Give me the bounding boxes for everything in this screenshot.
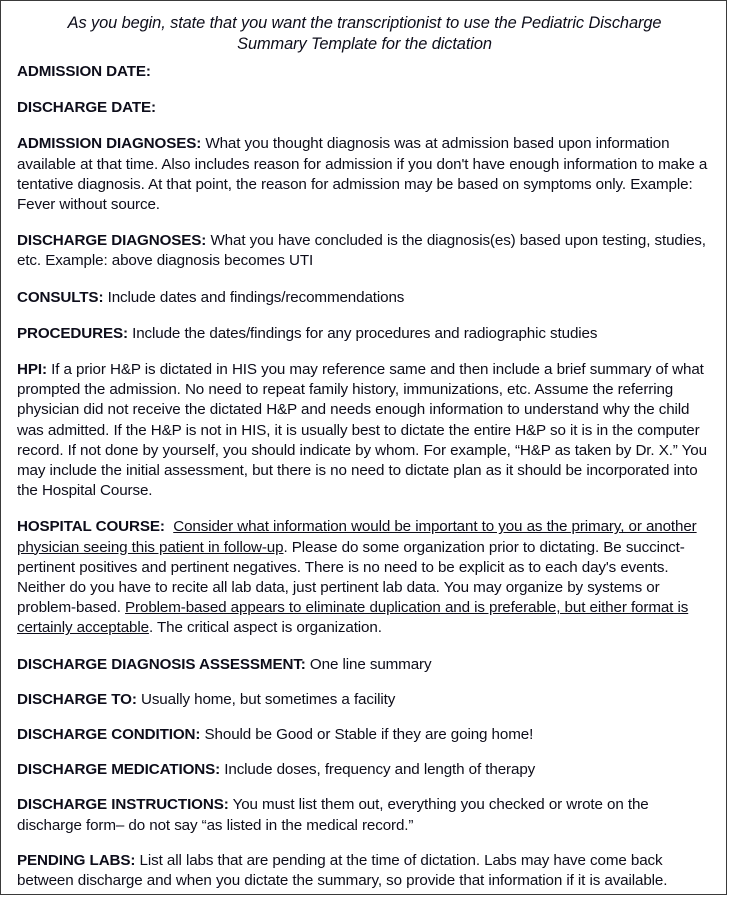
section-label-pending-labs: PENDING LABS:	[17, 851, 136, 869]
section-label-discharge-diagnoses: DISCHARGE DIAGNOSES:	[17, 232, 207, 250]
section-body-consults: Include dates and findings/recommendations	[103, 288, 405, 306]
section-body-discharge-to: Usually home, but sometimes a facility	[136, 690, 396, 708]
section-body-discharge-diagnosis-assessment: One line summary	[305, 655, 432, 673]
hospital-course-underlined-first: Consider what information would be important to you as the primary, or another physician seeing this patient in follow-up	[17, 518, 697, 556]
section-label-discharge-date: DISCHARGE DATE:	[17, 99, 156, 117]
section-discharge-instructions	[17, 795, 712, 835]
section-label-hpi: HPI:	[17, 361, 47, 379]
section-label-admission-diagnoses: ADMISSION DIAGNOSES:	[17, 135, 202, 153]
section-discharge-diagnosis-assessment	[17, 655, 712, 675]
section-discharge-date	[17, 98, 712, 118]
section-body-procedures: Include the dates/findings for any procedures and radiographic studies	[127, 324, 598, 342]
section-hpi	[17, 360, 712, 501]
section-discharge-condition	[17, 725, 712, 745]
section-admission-diagnoses	[17, 134, 712, 215]
hospital-course-underlined-second: Problem-based appears to eliminate duplication and is preferable, but either format is certainly acceptable	[17, 599, 689, 637]
section-discharge-diagnoses	[17, 231, 712, 271]
section-procedures	[17, 324, 712, 344]
section-label-discharge-instructions: DISCHARGE INSTRUCTIONS:	[17, 796, 229, 814]
section-pending-labs	[17, 851, 712, 891]
section-body-pending-labs: List all labs that are pending at the time of dictation. Labs may have come back between discharge and when you dictate the summary, so provide that information if it is available.	[17, 851, 668, 890]
section-label-discharge-diagnosis-assessment: DISCHARGE DIAGNOSIS ASSESSMENT:	[17, 655, 306, 673]
section-hospital-course	[17, 517, 712, 638]
hospital-course-middle: . Please do some organization prior to dictating. Be succinct-pertinent positives and pertinent negatives. There is no need to be explicit as to each day's events. Neither do you have to recite all lab data, just pertinent lab data. You may organize by systems or problem-based.	[17, 538, 685, 617]
section-consults	[17, 288, 712, 308]
page-title: As you begin, state that you want the transcriptionist to use the Pediatric Discharge Summary Template for the dictation	[67, 14, 662, 53]
section-body-discharge-diagnoses: What you have concluded is the diagnosis(es) based upon testing, studies, etc. Example: above diagnosis becomes UTI	[17, 232, 706, 270]
section-body-discharge-medications: Include doses, frequency and length of therapy	[220, 761, 536, 779]
section-discharge-to	[17, 690, 712, 710]
section-body-admission-diagnoses: What you thought diagnosis was at admission based upon information available at that time. Also includes reason for admission if you don't have enough information to make a tentative diagnosis. At that point, the reason for admission may be based on symptoms only. Example: Fever without source.	[17, 135, 708, 214]
section-label-discharge-medications: DISCHARGE MEDICATIONS:	[17, 761, 221, 779]
section-discharge-medications	[17, 760, 712, 780]
section-label-discharge-to: DISCHARGE TO:	[17, 690, 137, 708]
section-body-hpi: If a prior H&P is dictated in HIS you may reference same and then include a brief summary of what prompted the admission. No need to repeat family history, immunizations, etc. Assume the referring physician did not receive the dictated H&P and needs enough information to understand why the child was admitted. If the H&P is not in HIS, it is usually best to dictate the entire H&P so it is in the computer record. If not done by yourself, you should indicate by whom. For example, “H&P as taken by Dr. X.” You may include the initial assessment, but there is no need to dictate plan as it should be incorporated into the Hospital Course.	[17, 361, 707, 500]
section-label-admission-date: ADMISSION DATE:	[17, 63, 151, 80]
section-label-consults: CONSULTS:	[17, 288, 104, 306]
section-label-procedures: PROCEDURES:	[17, 324, 128, 342]
hospital-course-tail: . The critical aspect is organization.	[148, 619, 382, 637]
section-body-discharge-condition: Should be Good or Stable if they are going home!	[200, 726, 534, 744]
section-admission-date	[17, 62, 712, 82]
section-body-discharge-instructions: You must list them out, everything you checked or wrote on the discharge form– do not say “as listed in the medical record.”	[17, 796, 649, 834]
section-label-hospital-course: HOSPITAL COURSE:	[17, 518, 165, 536]
hospital-course-spacer	[165, 518, 173, 535]
section-label-discharge-condition: DISCHARGE CONDITION:	[17, 726, 201, 744]
